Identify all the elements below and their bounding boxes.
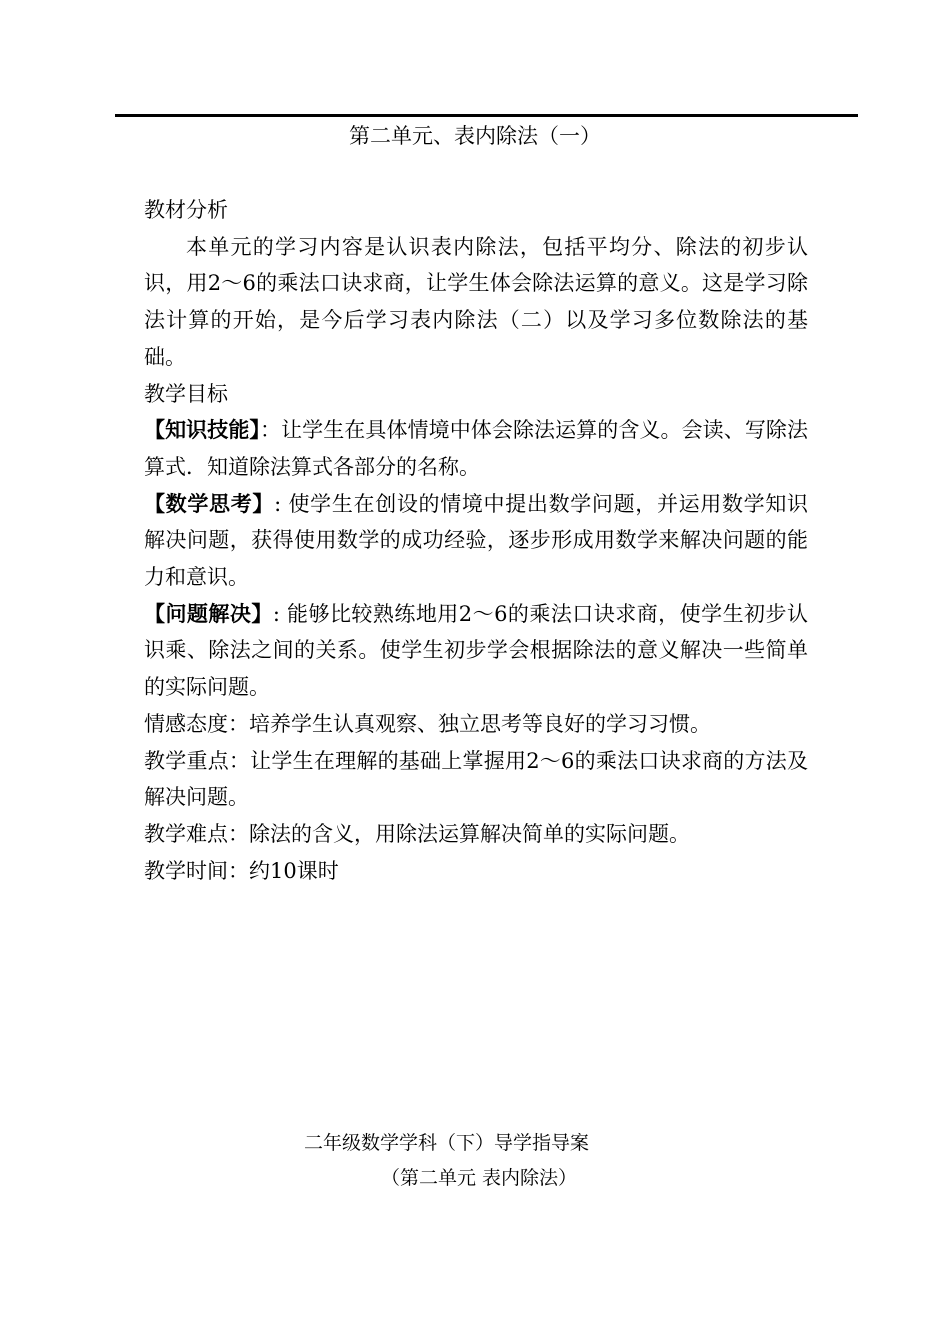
problem-paragraph	[144, 596, 808, 706]
attitude-paragraph: 情感态度：培养学生认真观察、独立思考等良好的学习习惯。	[144, 711, 711, 736]
thinking-text: : 使学生在创设的情境中提出数学问题，并运用数学知识解决问题，获得使用数学的成功经验，逐步形成用数学来解决问题的能力和意识。	[144, 491, 809, 590]
thinking-label: 【数学思考】	[144, 490, 275, 516]
analysis-heading: 教材分析	[144, 198, 228, 222]
problem-text: : 能够比较熟练地用2～6的乘法口诀求商，使学生初步认识乘、除法之间的关系。使学生初步学会根据除法的意义解决一些简单的实际问题。	[144, 601, 808, 700]
footer-unit-title: （第二单元 表内除法）	[381, 1167, 578, 1189]
knowledge-paragraph	[144, 412, 808, 485]
footer-course-title: 二年级数学学科（下）导学指导案	[304, 1132, 590, 1154]
key-point-paragraph: 教学重点：让学生在理解的基础上掌握用2～6的乘法口诀求商的方法及解决问题。	[144, 748, 808, 810]
analysis-paragraph: 本单元的学习内容是认识表内除法，包括平均分、除法的初步认识，用2～6的乘法口诀求商，让学生体会除法运算的意义。这是学习除法计算的开始，是今后学习表内除法（二）以及学习多位数除法的基础。	[144, 234, 808, 369]
problem-label: 【问题解决】	[144, 600, 273, 626]
header-rule	[115, 114, 858, 117]
document-body	[144, 192, 808, 889]
page-title: 第二单元、表内除法（一）	[349, 124, 601, 148]
knowledge-text: ：让学生在具体情境中体会除法运算的含义。会读、写除法算式．知道除法算式各部分的名称。	[144, 418, 808, 479]
difficulty-paragraph: 教学难点：除法的含义，用除法运算解决简单的实际问题。	[144, 821, 690, 846]
goals-heading: 教学目标	[144, 381, 228, 406]
knowledge-label: 【知识技能】	[144, 417, 260, 443]
thinking-paragraph	[144, 486, 808, 596]
time-paragraph: 教学时间：约10课时	[144, 858, 339, 883]
